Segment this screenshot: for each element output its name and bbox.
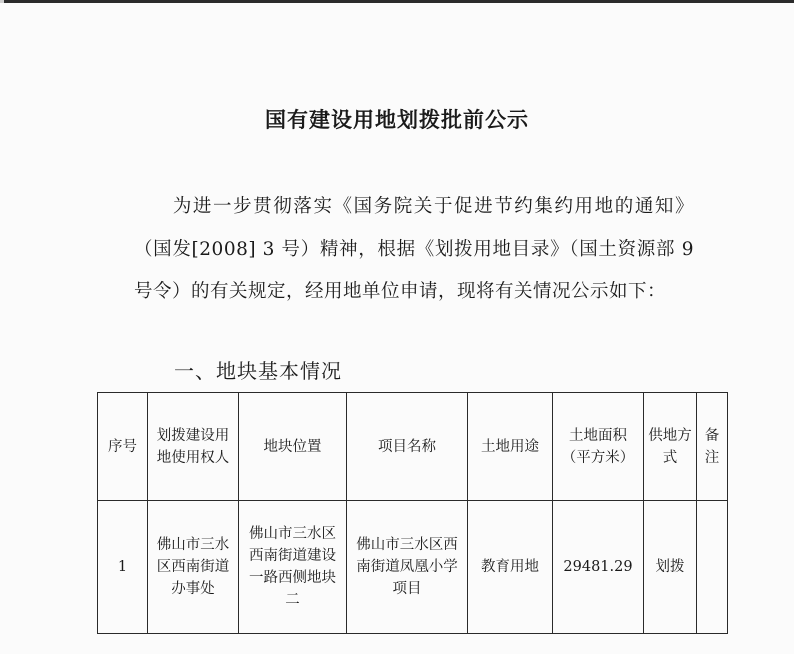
table-row [98,501,728,634]
header-seq: 序号 [98,393,148,501]
header-location: 地块位置 [239,393,347,501]
cell-supply: 划拨 [644,501,697,634]
header-remark: 备注 [697,393,728,501]
intro-paragraph: 为进一步贯彻落实《国务院关于促进节约集约用地的通知》（国发[2008] 3 号）精神，根据《划拨用地目录》（国土资源部 9 号令）的有关规定，经用地单位申请，现将有关情况公示如下： [134,196,694,302]
cell-seq: 1 [98,501,148,634]
header-supply: 供地方式 [644,393,697,501]
section-heading: 一、地块基本情况 [174,359,342,383]
cell-use: 教育用地 [468,501,553,634]
header-use: 土地用途 [468,393,553,501]
document-title: 国有建设用地划拨批前公示 [265,108,529,132]
header-holder: 划拨建设用地使用权人 [148,393,239,501]
cell-location: 佛山市三水区西南街道建设一路西侧地块二 [239,501,347,634]
cell-remark [697,501,728,634]
header-area: 土地面积（平方米） [553,393,644,501]
cell-project: 佛山市三水区西南街道凤凰小学项目 [347,501,468,634]
table-header-row [98,393,728,501]
header-project: 项目名称 [347,393,468,501]
cell-holder: 佛山市三水区西南街道办事处 [148,501,239,634]
land-info-table [97,392,728,634]
cell-area: 29481.29 [553,501,644,634]
document-page [0,3,794,654]
